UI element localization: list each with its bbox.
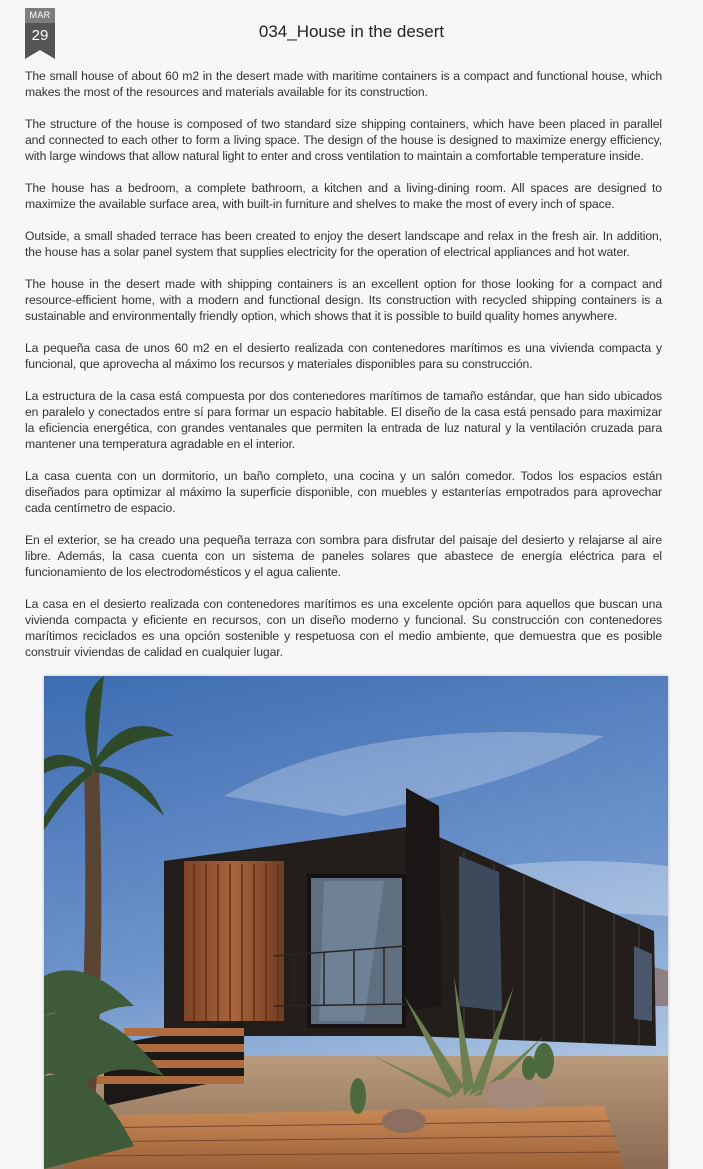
end-window (634, 946, 652, 1021)
house-photo[interactable] (44, 676, 668, 1169)
date-day: 29 (25, 23, 55, 50)
rock (482, 1078, 546, 1110)
rock (382, 1109, 426, 1133)
house-photo-illustration (44, 676, 668, 1169)
paragraph: Outside, a small shaded terrace has been created to enjoy the desert landscape and relax in the fresh air. In addition, the house has a solar panel system that supplies electricity for the operation of electrical appliances and hot water. (25, 229, 662, 259)
paragraph: The house in the desert made with shipping containers is an excellent option for those looking for a compact and resource-efficient home, with a modern and functional design. Its construction with recycled shipping containers is a sustainable and environmentally friendly option, which shows that it is possible to build quality homes anywhere. (25, 277, 662, 323)
paragraph: La casa cuenta con un dormitorio, un baño completo, una cocina y un salón comedor. Todos los espacios están diseñados para optimizar al máximo la superficie disponible, con muebles y estanterías empotrados para aprovechar cada centímetro de espacio. (25, 469, 662, 515)
side-window (459, 856, 502, 1011)
post-body (25, 68, 662, 676)
paragraph: La pequeña casa de unos 60 m2 en el desierto realizada con contenedores marítimos es una vivienda compacta y funcional, que aprovecha al máximo los recursos y materiales disponibles para su construcción. (25, 341, 662, 371)
date-month: MAR (25, 8, 55, 23)
paragraph: La estructura de la casa está compuesta por dos contenedores marítimos de tamaño estándar, que han sido ubicados en paralelo y conectados entre sí para formar un espacio habitable. El diseño de la casa está pensado para maximizar la eficiencia energética, con grandes ventanales que permiten la entrada de luz natural y la ventilación cruzada para mantener una temperatura agradable en el interior. (25, 389, 662, 451)
paragraph: The structure of the house is composed of two standard size shipping containers, which have been placed in parallel and connected to each other to form a living space. The design of the house is designed to maximize energy efficiency, with large windows that allow natural light to enter and cross ventilation to maintain a comfortable temperature inside. (25, 117, 662, 163)
wood-facade (184, 861, 284, 1021)
date-badge-ribbon (25, 50, 55, 59)
paragraph: The house has a bedroom, a complete bathroom, a kitchen and a living-dining room. All spaces are designed to maximize the available surface area, with built-in furniture and shelves to make the most of every inch of space. (25, 181, 662, 211)
container-door (406, 788, 442, 1011)
post-title: 034_House in the desert (258, 22, 445, 41)
paragraph: La casa en el desierto realizada con contenedores marítimos es una excelente opción para aquellos que buscan una vivienda compacta y eficiente en recursos, con un diseño moderno y funcional. Su construcción con contenedores marítimos reciclados es una opción sostenible y respetuosa con el medio ambiente, que demuestra que es posible construir viviendas de calidad en cualquier lugar. (25, 597, 662, 659)
wood-deck (64, 1106, 624, 1169)
paragraph: The small house of about 60 m2 in the desert made with maritime containers is a compact and functional house, which makes the most of the resources and materials available for its construction. (25, 69, 662, 99)
paragraph: En el exterior, se ha creado una pequeña terraza con sombra para disfrutar del paisaje del desierto y relajarse al aire libre. Además, la casa cuenta con un sistema de paneles solares que abastece de energía eléctrica para el funcionamiento de los electrodomésticos y el agua caliente. (25, 533, 662, 579)
